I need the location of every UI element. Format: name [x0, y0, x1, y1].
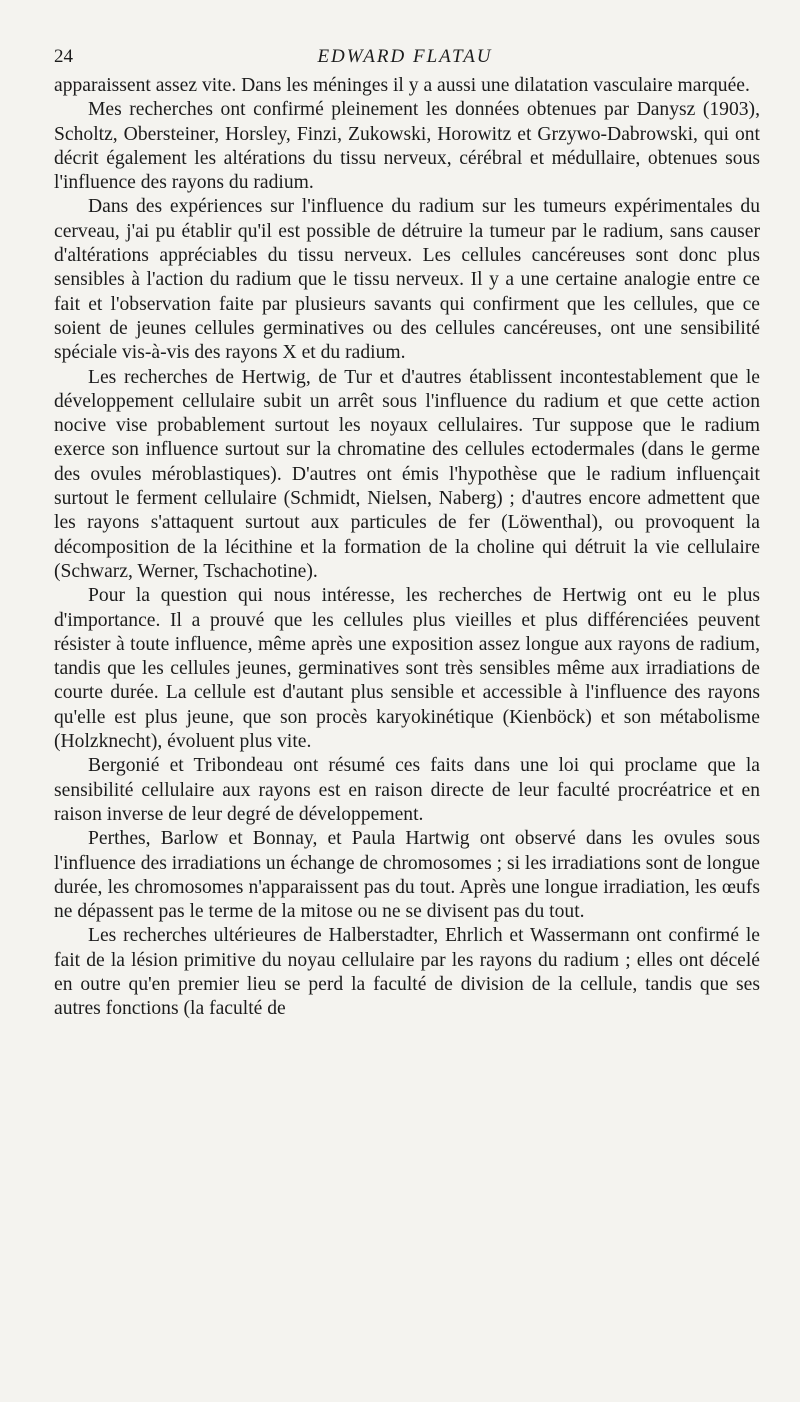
- paragraph-1: apparaissent assez vite. Dans les méninges il y a aussi une dilatation vasculaire marquée.: [54, 75, 750, 96]
- paragraph-7: Perthes, Barlow et Bonnay, et Paula Hartwig ont observé dans les ovules sous l'influence des irradiations un échange de chromosomes ; si les irradiations sont de longue durée, les chromosomes n'apparaissent pas du tout. Après une longue irradiation, les œufs ne dépassent pas le terme de la mitose ou ne se divisent pas du tout.: [54, 828, 760, 923]
- page-header: [50, 46, 760, 72]
- body-text: [54, 74, 760, 1022]
- paragraph-8: Les recherches ultérieures de Halberstadter, Ehrlich et Wassermann ont confirmé le fait de la lésion primitive du noyau cellulaire par les rayons du radium ; elles ont décelé en outre qu'en premier lieu se perd la faculté de division de la cellule, tandis que ses autres fonctions (la faculté de: [54, 925, 760, 1020]
- paragraph-6: Bergonié et Tribondeau ont résumé ces faits dans une loi qui proclame que la sensibilité cellulaire aux rayons est en raison directe de leur faculté procréatrice et en raison inverse de leur degré de développement.: [54, 755, 760, 825]
- running-title: EDWARD FLATAU: [317, 46, 493, 67]
- paragraph-2: Mes recherches ont confirmé pleinement les données obtenues par Danysz (1903), Scholtz, Obersteiner, Horsley, Finzi, Zukowski, Horowitz et Grzywo-Dabrowski, qui ont décrit également les altérations du tissu nerveux, cérébral et médullaire, obtenues sous l'influence des rayons du radium.: [54, 99, 760, 194]
- paragraph-5: Pour la question qui nous intéresse, les recherches de Hertwig ont eu le plus d'importance. Il a prouvé que les cellules plus vieilles et plus différenciées peuvent résister à toute influence, même après une exposition assez longue aux rayons de radium, tandis que les cellules jeunes, germinatives sont très sensibles même aux irradiations de courte durée. La cellule est d'autant plus sensible et accessible à l'influence des rayons qu'elle est plus jeune, que son procès karyokinétique (Kienböck) et son métabolisme (Holzknecht), évoluent plus vite.: [54, 585, 760, 753]
- page-number: 24: [54, 46, 73, 67]
- paragraph-4: Les recherches de Hertwig, de Tur et d'autres établissent incontestablement que le développement cellulaire subit un arrêt sous l'influence du radium et que cette action nocive vise probablement surtout les noyaux cellulaires. Tur suppose que le radium exerce son influence surtout sur la chromatine des cellules ectodermales (dans le germe des ovules méroblastiques). D'autres ont émis l'hypothèse que le radium influençait surtout le ferment cellulaire (Schmidt, Nielsen, Naberg) ; d'autres encore admettent que les rayons s'attaquent surtout aux particules de fer (Löwenthal), ou provoquent la décomposition de la lécithine et la formation de la choline qui détruit la vie cellulaire (Schwarz, Werner, Tschachotine).: [54, 366, 760, 582]
- paragraph-3: Dans des expériences sur l'influence du radium sur les tumeurs expérimentales du cerveau, j'ai pu établir qu'il est possible de détruire la tumeur par le radium, sans causer d'altérations appréciables du tissu nerveux. Les cellules cancéreuses sont donc plus sensibles à l'action du radium que le tissu nerveux. Il y a une certaine analogie entre ce fait et l'observation faite par plusieurs savants qui confirment que les cellules, que ce soient de jeunes cellules germinatives ou des cellules cancéreuses, ont une sensibilité spéciale vis-à-vis des rayons X et du radium.: [54, 196, 760, 364]
